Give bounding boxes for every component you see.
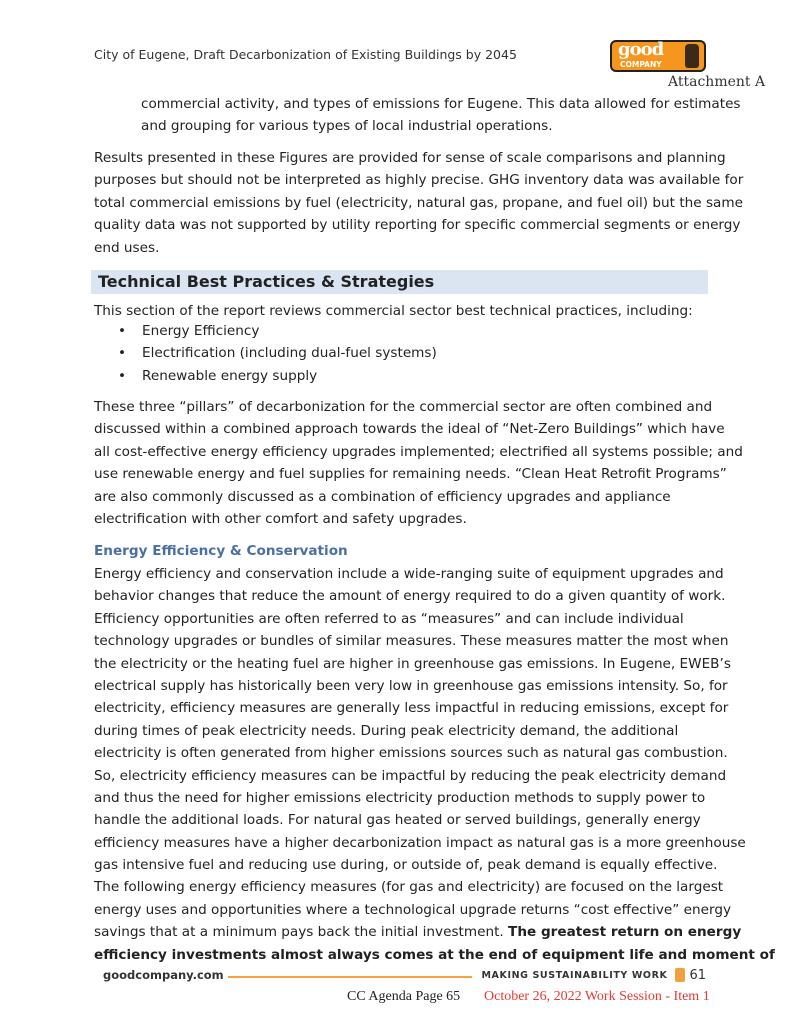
- attachment-label: Attachment A: [668, 74, 766, 90]
- section-heading: Technical Best Practices & Strategies: [91, 270, 708, 294]
- footer-site: goodcompany.com: [103, 968, 224, 982]
- footer-row: [103, 966, 706, 984]
- paragraph-pillars: These three “pillars” of decarbonization for the commercial sector are often combined and discussed within a combined approach towards the ideal of “Net-Zero Buildings” which have all cost-effective energy efficiency upgrades implemented; electrified all systems possible; and use renewable energy and fuel supplies for remaining needs. “Clean Heat Retrofit Programs” are also commonly discussed as a combination of efficiency upgrades and appliance electrification with other comfort and safety upgrades.: [94, 399, 743, 527]
- paragraph-intro: commercial activity, and types of emissions for Eugene. This data allowed for estimates and grouping for various types of local industrial operations.: [141, 96, 741, 135]
- bullet-list: [118, 320, 437, 387]
- list-item: • Electrification (including dual-fuel systems): [118, 345, 437, 362]
- page-number: 61: [689, 967, 706, 983]
- subheading: Energy Efficiency & Conservation: [94, 543, 348, 559]
- paragraph-efficiency: Energy efficiency and conservation include a wide-ranging suite of equipment upgrades and behavior changes that reduce the amount of energy required to do a given quantity of work. Efficiency opportunities are often referred to as “measures” and can include individual technology upgrades or bundles of similar measures. These measures matter the most when the electricity or the heating fuel are higher in greenhouse gas emissions. In Eugene, EWEB’s electrical supply has historically been very low in greenhouse gas emissions intensity. So, for electricity, efficiency measures are generally less impactful in reducing emissions, except for during times of peak electricity needs. During peak electricity demand, the additional electricity is often generated from higher emissions sources such as natural gas combustion. So, electricity efficiency measures can be impactful by reducing the peak electricity demand and thus the need for higher emissions electricity production methods to supply power to handle the additional loads. For natural gas heated or served buildings, generally energy efficiency measures have a higher decarbonization impact as natural gas is a more greenhouse gas intensive fuel and reducing use during, or outside of, peak demand is equally effective. The following energy efficiency measures (for gas and electricity) are focused on the largest energy uses and opportunities where a technological upgrade returns “cost effective” energy savings that at a minimum pays back the initial investment. The greatest return on energy efficiency investments almost always comes at the end of equipment life and moment of: [94, 566, 775, 963]
- list-item: • Renewable energy supply: [118, 367, 318, 384]
- section-intro: This section of the report reviews commercial sector best technical practices, including:: [94, 303, 693, 319]
- thumbs-up-icon: [675, 968, 685, 982]
- thumbs-up-icon: [685, 44, 699, 68]
- footer-tagline: MAKING SUSTAINABILITY WORK: [481, 969, 668, 981]
- list-item: • Energy Efficiency: [118, 323, 260, 339]
- good-company-logo: good COMPANY: [610, 40, 706, 72]
- paragraph-results: Results presented in these Figures are provided for sense of scale comparisons and planning purposes but should not be interpreted as highly precise. GHG inventory data was available for total commercial emissions by fuel (electricity, natural gas, propane, and fuel oil) but the same quality data was not supported by utility reporting for specific commercial segments or energy end uses.: [94, 150, 744, 256]
- header-title: City of Eugene, Draft Decarbonization of Existing Buildings by 2045: [94, 47, 517, 62]
- work-session-label: October 26, 2022 Work Session - Item 1: [484, 989, 710, 1004]
- agenda-page: CC Agenda Page 65: [347, 989, 461, 1004]
- footer-divider: [228, 976, 472, 978]
